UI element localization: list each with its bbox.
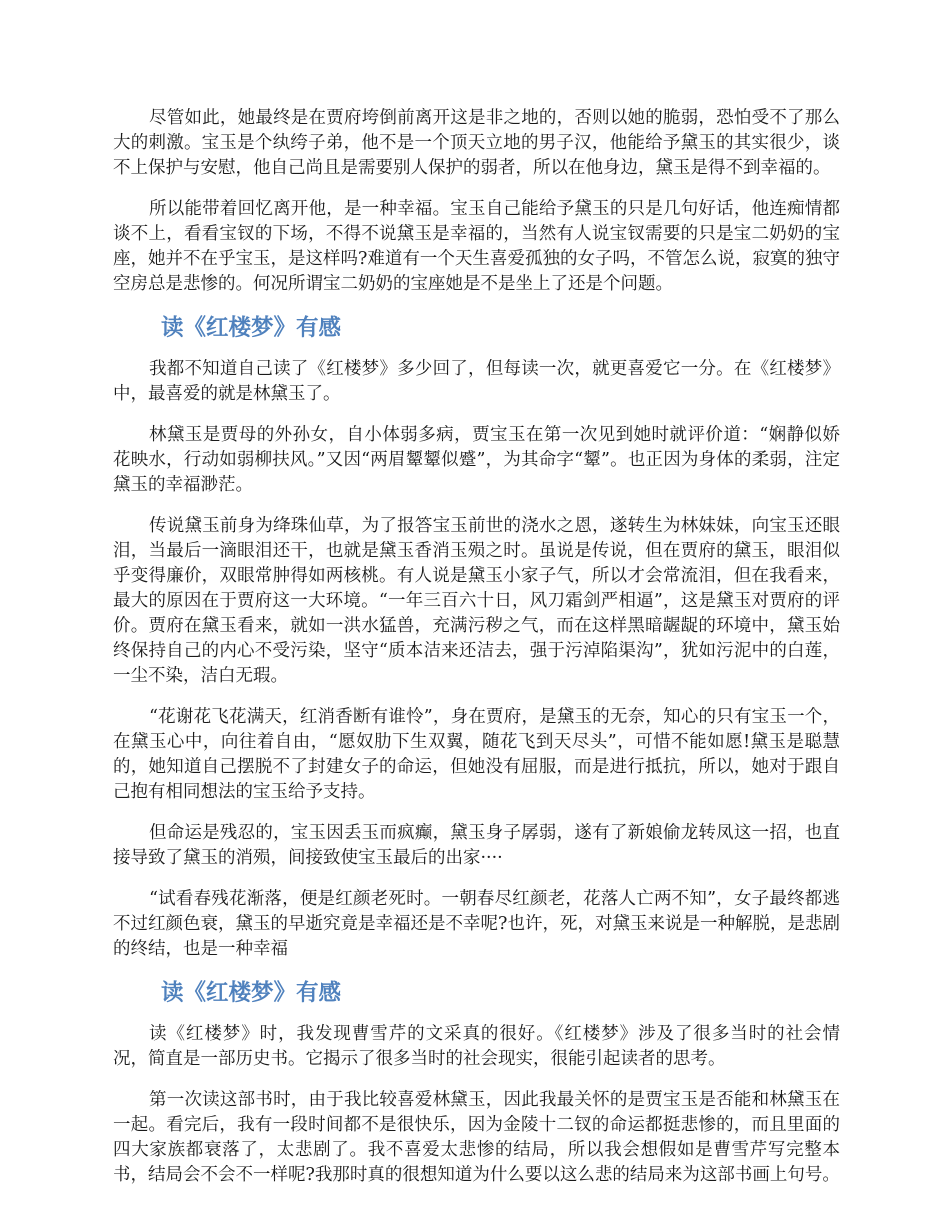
paragraph: “花谢花飞花满天，红消香断有谁怜”，身在贾府，是黛玉的无奈，知心的只有宝玉一个，在黛玉心中，向往着自由，“愿奴肋下生双翼，随花飞到天尽头”，可惜不能如愿!黛玉是聪慧的，她知道自己摆脱不了封建女子的命运，但她没有屈服，而是进行抵抗，所以，她对于跟自己抱有相同想法的宝玉给予支持。 — [113, 707, 840, 802]
paragraph: 第一次读这部书时，由于我比较喜爱林黛玉，因此我最关怀的是贾宝玉是否能和林黛玉在一起。看完后，我有一段时间都不是很快乐，因为金陵十二钗的命运都挺悲惨的，而且里面的四大家族都衰落了，太悲剧了。我不喜爱太悲惨的结局，所以我会想假如是曹雪芹写完整本书，结局会不会不一样呢?我那时真的很想知道为什么要以这么悲的结局来为这部书画上句号。 — [113, 1090, 840, 1185]
paragraph: 所以能带着回忆离开他，是一种幸福。宝玉自己能给予黛玉的只是几句好话，他连痴情都谈不上，看看宝钗的下场，不得不说黛玉是幸福的，当然有人说宝钗需要的只是宝二奶奶的宝座，她并不在乎宝玉，是这样吗?难道有一个天生喜爱孤独的女子吗，不管怎么说，寂寞的独守空房总是悲惨的。何况所谓宝二奶奶的宝座她是不是坐上了还是个问题。 — [113, 199, 840, 294]
section-heading: 读《红楼梦》有感 — [161, 315, 342, 341]
paragraph: 我都不知道自己读了《红楼梦》多少回了，但每读一次，就更喜爱它一分。在《红楼梦》中，最喜爱的就是林黛玉了。 — [113, 359, 840, 404]
paragraph: 传说黛玉前身为绛珠仙草，为了报答宝玉前世的浇水之恩，遂转生为林妹妹，向宝玉还眼泪，当最后一滴眼泪还干，也就是黛玉香消玉殒之时。虽说是传说，但在贾府的黛玉，眼泪似乎变得廉价，双眼常肿得如两核桃。有人说是黛玉小家子气，所以才会常流泪，但在我看来，最大的原因在于贾府这一大环境。“一年三百六十日，风刀霜剑严相逼”，这是黛玉对贾府的评价。贾府在黛玉看来，就如一洪水猛兽，充满污秽之气，而在这样黑暗龌龊的环境中，黛玉始终保持自己的内心不受污染，坚守“质本洁来还洁去，强于污淖陷渠沟”，犹如污泥中的白莲，一尘不染，洁白无瑕。 — [113, 516, 840, 686]
paragraph: 但命运是残忍的，宝玉因丢玉而疯癫，黛玉身子孱弱，遂有了新娘偷龙转凤这一招，也直接导致了黛玉的消殒，间接致使宝玉最后的出家···· — [113, 823, 840, 868]
section-heading: 读《红楼梦》有感 — [161, 980, 342, 1006]
paragraph: 尽管如此，她最终是在贾府垮倒前离开这是非之地的，否则以她的脆弱，恐怕受不了那么大的刺激。宝玉是个纨绔子弟，他不是一个顶天立地的男子汉，他能给予黛玉的其实很少，谈不上保护与安慰，他自己尚且是需要别人保护的弱者，所以在他身边，黛玉是得不到幸福的。 — [113, 108, 840, 178]
paragraph: 读《红楼梦》时，我发现曹雪芹的文采真的很好。《红楼梦》涉及了很多当时的社会情况，简直是一部历史书。它揭示了很多当时的社会现实，很能引起读者的思考。 — [113, 1024, 840, 1069]
document-page — [113, 106, 840, 1204]
paragraph: “试看春残花渐落，便是红颜老死时。一朝春尽红颜老，花落人亡两不知”，女子最终都逃不过红颜色衰，黛玉的早逝究竟是幸福还是不幸呢?也许，死，对黛玉来说是一种解脱，是悲剧的终结，也是一种幸福 — [113, 889, 840, 959]
paragraph: 林黛玉是贾母的外孙女，自小体弱多病，贾宝玉在第一次见到她时就评价道：“娴静似娇花映水，行动如弱柳扶风。”又因“两眉颦颦似蹙”，为其命字“颦”。也正因为身体的柔弱，注定黛玉的幸福渺茫。 — [113, 425, 840, 495]
